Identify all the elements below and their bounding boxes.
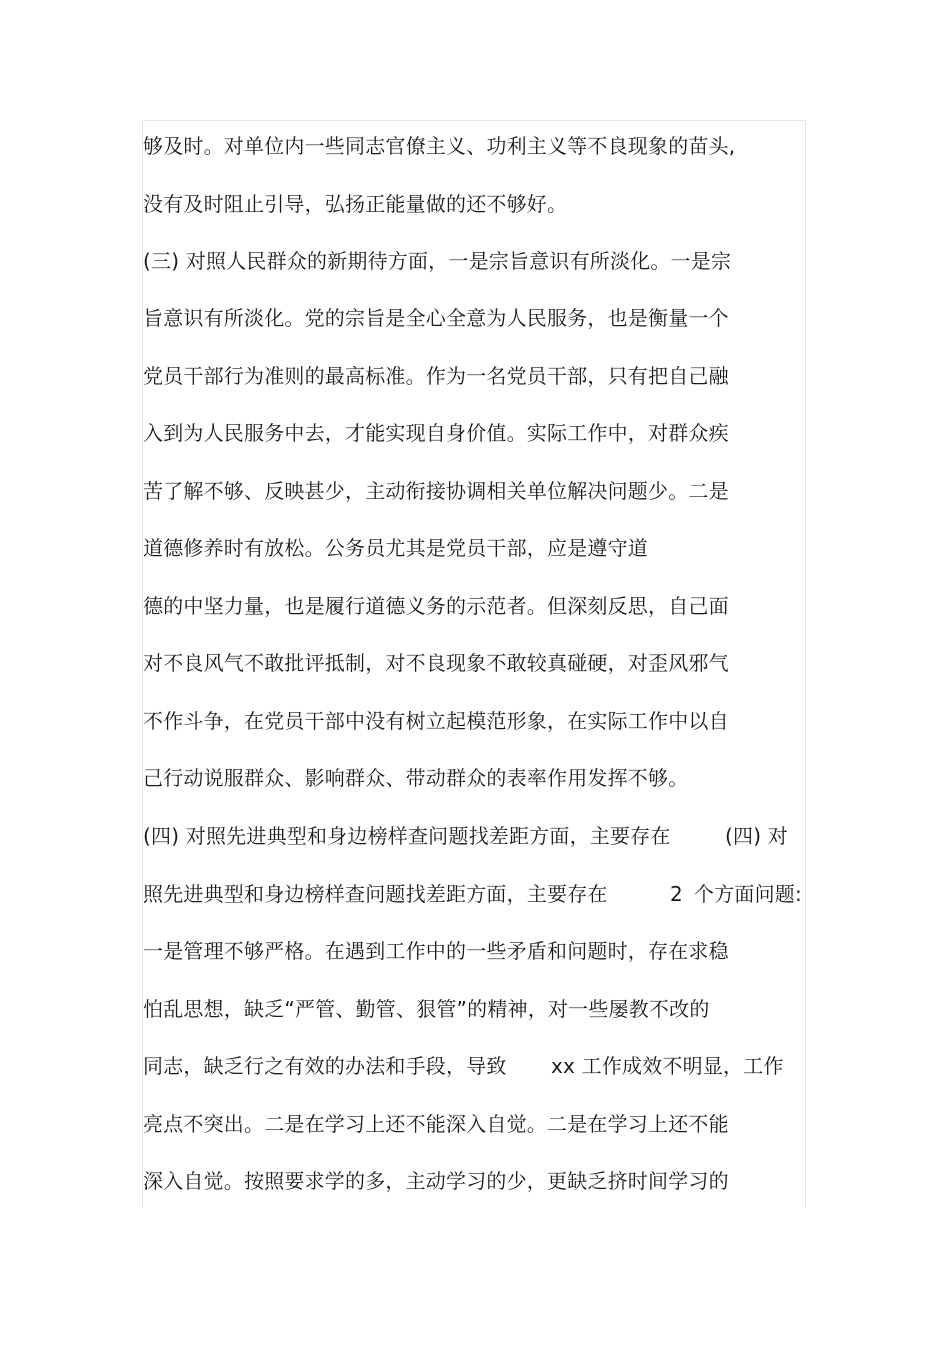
text-line: 亮点不突出。二是在学习上还不能深入自觉。二是在学习上还不能 bbox=[143, 1112, 729, 1136]
text-line: 党员干部行为准则的最高标准。作为一名党员干部，只有把自己融 bbox=[143, 364, 729, 388]
text-segment: 个方面问题: bbox=[694, 882, 802, 906]
text-line: 深入自觉。按照要求学的多，主动学习的少，更缺乏挤时间学习的 bbox=[143, 1169, 729, 1193]
text-line: (四) 对照先进典型和身边榜样查问题找差距方面，主要存在 bbox=[143, 824, 671, 848]
text-line: 己行动说服群众、影响群众、带动群众的表率作用发挥不够。 bbox=[143, 766, 689, 790]
text-line: 旨意识有所淡化。党的宗旨是全心全意为人民服务，也是衡量一个 bbox=[143, 306, 729, 330]
text-line: 照先进典型和身边榜样查问题找差距方面，主要存在 bbox=[143, 882, 608, 906]
text-line: 一是管理不够严格。在遇到工作中的一些矛盾和问题时，存在求稳 bbox=[143, 939, 729, 963]
text-line: 入到为人民服务中去，才能实现自身价值。实际工作中，对群众疾 bbox=[143, 421, 729, 445]
text-line: 同志，缺乏行之有效的办法和手段，导致 bbox=[143, 1054, 507, 1078]
text-line: 不作斗争，在党员干部中没有树立起模范形象，在实际工作中以自 bbox=[143, 709, 729, 733]
text-line: 苦了解不够、反映甚少，主动衔接协调相关单位解决问题少。二是 bbox=[143, 479, 729, 503]
text-line: (三) 对照人民群众的新期待方面，一是宗旨意识有所淡化。一是宗 bbox=[143, 249, 732, 273]
text-line: 怕乱思想，缺乏“严管、勤管、狠管”的精神，对一些屡教不改的 bbox=[143, 997, 710, 1021]
text-line: 够及时。对单位内一些同志官僚主义、功利主义等不良现象的苗头, bbox=[143, 134, 736, 158]
text-segment: xx 工作成效不明显，工作 bbox=[551, 1054, 784, 1078]
text-line: 道德修养时有放松。公务员尤其是党员干部，应是遵守道 bbox=[143, 536, 648, 560]
text-segment: 2 bbox=[670, 882, 683, 906]
text-line: 没有及时阻止引导，弘扬正能量做的还不够好。 bbox=[143, 192, 568, 216]
text-segment: (四) 对 bbox=[725, 824, 788, 848]
text-line: 对不良风气不敢批评抵制，对不良现象不敢较真碰硬，对歪风邪气 bbox=[143, 651, 729, 675]
text-line: 德的中坚力量，也是履行道德义务的示范者。但深刻反思，自己面 bbox=[143, 594, 729, 618]
